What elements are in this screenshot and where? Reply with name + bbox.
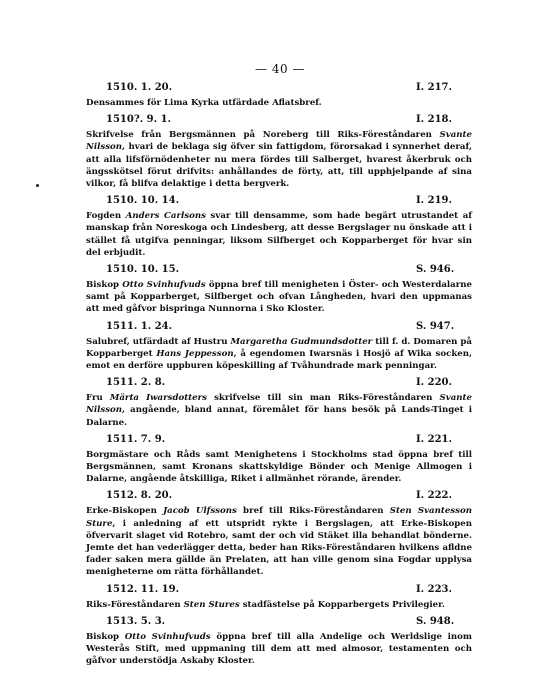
entry-description	[86, 97, 472, 109]
document-entry	[86, 584, 472, 611]
person-name: Otto Svinhufvuds	[124, 631, 211, 642]
entry-description	[86, 631, 472, 668]
entry-header	[86, 264, 472, 279]
entry-description	[86, 392, 472, 429]
margin-dot-mark	[36, 184, 39, 187]
entry-description	[86, 279, 472, 316]
entry-text-segment: öppna bref till menigheten i Öster- och Westerdalarne samt på Kopparberget, Silfberget och ofvan Långheden, hvari den uppmanas att med gåfvor bispringa Nunnorna i Sko Kloster.	[86, 280, 472, 315]
person-name: Hans Jeppesson	[156, 348, 234, 359]
entry-reference: S. 946.	[416, 264, 455, 276]
entry-reference: I. 222.	[416, 490, 452, 502]
person-name: Margaretha Gudmundsdotter	[230, 336, 373, 347]
entry-reference: S. 948.	[416, 615, 455, 627]
person-name: Märta Iwarsdotters	[109, 393, 207, 404]
entry-text-segment: Skrifvelse från Bergsmännen på Noreberg till Riks-Föreståndaren	[86, 130, 440, 141]
document-entry	[86, 195, 472, 259]
person-name: Sten Stures	[183, 599, 240, 610]
document-entry	[86, 82, 472, 109]
document-entry	[86, 264, 472, 316]
person-name: Svante Nilsson	[86, 393, 472, 416]
entry-text-segment: Densammes för Lima Kyrka utfärdade Aflatsbref.	[86, 98, 322, 108]
entry-date: 1510. 10. 15.	[106, 264, 180, 276]
entry-description	[86, 129, 472, 190]
entry-header	[86, 616, 472, 631]
entry-text-segment: skrifvelse till sin man Riks-Föreståndaren	[206, 393, 440, 404]
entry-description	[86, 449, 472, 486]
document-entry	[86, 114, 472, 190]
entry-reference: I. 219.	[416, 195, 452, 207]
entry-description	[86, 599, 472, 611]
document-entry	[86, 616, 472, 668]
entry-reference: I. 223.	[416, 583, 452, 595]
entry-date: 1510?. 9. 1.	[106, 114, 172, 126]
document-entry	[86, 377, 472, 429]
entry-header	[86, 82, 472, 97]
entry-header	[86, 377, 472, 392]
entry-reference: I. 218.	[416, 114, 452, 126]
entry-date: 1512. 11. 19.	[106, 583, 180, 595]
entry-text-segment: Biskop	[86, 631, 125, 642]
entry-reference: I. 221.	[416, 433, 452, 445]
person-name: Jacob Ulfssons	[163, 506, 237, 517]
entry-description	[86, 210, 472, 259]
entry-reference: I. 217.	[416, 82, 452, 93]
entry-description	[86, 505, 472, 578]
entry-header	[86, 195, 472, 210]
entry-text-segment: Erke-Biskopen	[86, 506, 164, 517]
entry-header	[86, 321, 472, 336]
entry-header	[86, 114, 472, 129]
person-name: Otto Svinhufvuds	[122, 280, 206, 291]
entry-date: 1511. 2. 8.	[106, 377, 166, 389]
entry-text-segment: Fogden	[86, 211, 126, 222]
entry-text-segment: öppna bref till alla Andelige och Werldslige inom Westerås Stift, med uppmaning till dem att med almosor, testamenten och gåfvor understödja Askaby Kloster.	[86, 631, 472, 667]
entry-text-segment: , hvari de beklaga sig öfver sin fattigdom, förorsakad i synnerhet deraf, att alla lifsförnödenheter nu mera fördes till Salberget, hvarest åkerbruk och ängsskötsel förut drifvits: anhållandes de förty, att, till upphjelpande af sina vilkor, få blifva delaktige i detta bergverk.	[86, 142, 472, 190]
entry-text-segment: stadfästelse på Kopparbergets Privilegier.	[239, 599, 445, 610]
entry-text-segment: Fru	[86, 393, 110, 404]
entry-list	[86, 82, 472, 673]
entry-date: 1510. 10. 14.	[106, 195, 180, 207]
entry-text-segment: till f. d. Domaren på Kopparberget	[86, 336, 472, 359]
entry-header	[86, 584, 472, 599]
entry-text-segment: Riks-Föreståndaren	[86, 599, 184, 610]
entry-text-segment: bref till Riks-Föreståndaren	[236, 506, 390, 517]
entry-text-segment: Biskop	[86, 280, 123, 291]
person-name: Anders Carlsons	[125, 211, 206, 222]
person-name: Svante Nilsson	[86, 130, 472, 153]
entry-reference: S. 947.	[416, 320, 455, 332]
entry-text-segment: Salubref, utfärdadt af Hustru	[86, 336, 231, 347]
entry-description	[86, 336, 472, 373]
entry-text-segment: svar till densamme, som hade begärt utrustandet af manskap från Noreskoga och Lindesberg, att desse Bergslager nu önskade att i stället få utgifva penningar, liksom Silfberget och Kopparberget för hvar sin del erbjudit.	[86, 211, 472, 258]
entry-header	[86, 434, 472, 449]
page-number: — 40 —	[255, 62, 305, 76]
document-entry	[86, 490, 472, 578]
entry-date: 1513. 5. 3.	[106, 615, 166, 627]
entry-date: 1511. 7. 9.	[106, 433, 166, 445]
entry-text-segment: , å egendomen Iwarsnäs i Hosjö af Wika socken, emot en derföre uppburen köpeskilling af Tvåhundrade mark penningar.	[86, 348, 472, 372]
entry-date: 1512. 8. 20.	[106, 490, 173, 502]
person-name: Sten Svantesson Sture	[86, 506, 472, 529]
entry-text-segment: Borgmästare och Råds samt Menighetens i Stockholms stad öppna bref till Bergsmännen, samt Kronans skattskyldige Bönder och Menige Allmogen i Dalarne, angående åtskilliga, Riket i allmänhet rörande, ärender.	[86, 449, 472, 485]
entry-header	[86, 490, 472, 505]
entry-date: 1510. 1. 20.	[106, 82, 173, 93]
entry-date: 1511. 1. 24.	[106, 320, 173, 332]
entry-text-segment: , angående, bland annat, föremålet för hans besök på Lands-Tinget i Dalarne.	[86, 405, 472, 428]
document-entry	[86, 434, 472, 486]
document-entry	[86, 321, 472, 373]
entry-reference: I. 220.	[416, 377, 452, 389]
entry-text-segment: , i anledning af ett utspridt rykte i Bergslagen, att Erke-Biskopen öfvervarit slaget vid Rotebro, samt der och vid Stäket illa behandlat bönderne. Jemte det han vederlägger detta, beder han Riks-Föreståndaren hvilkens afldne fader saken mera gällde än Prelaten, att han ville genom sina Fogdar upplysa menigheterne om rätta förhållandet.	[86, 518, 472, 578]
